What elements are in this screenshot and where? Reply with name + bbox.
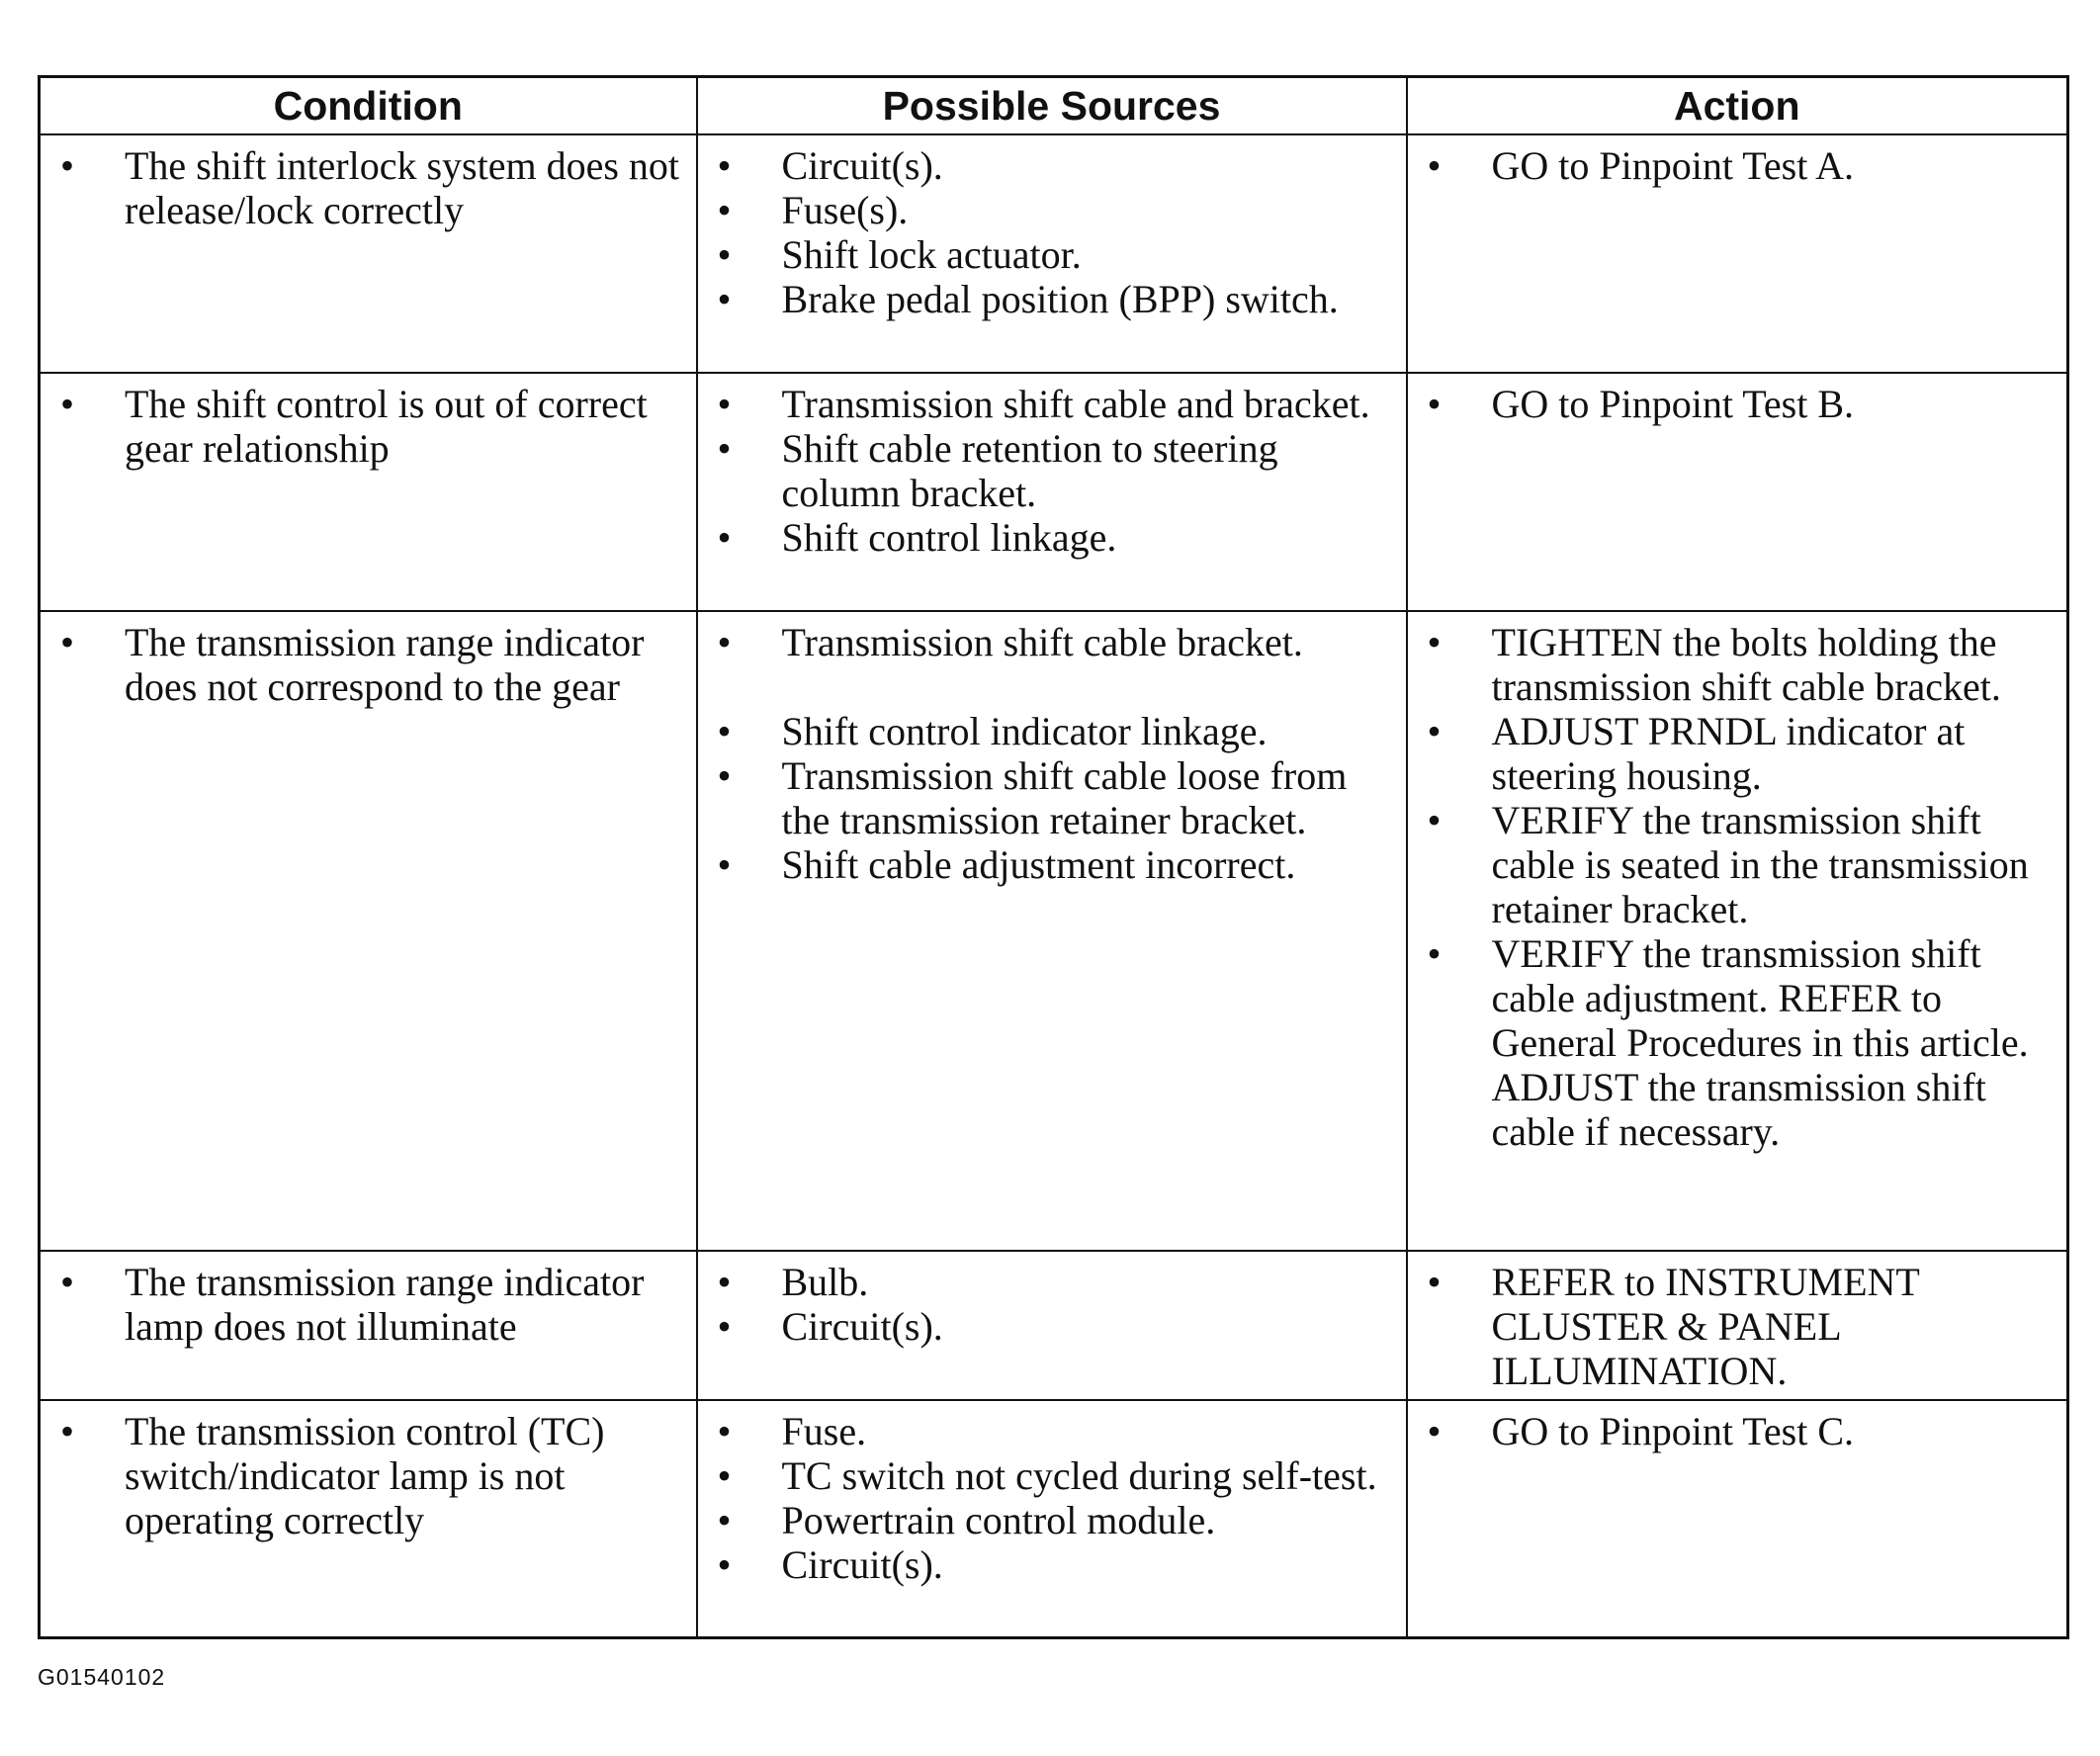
table-row <box>40 1251 2068 1400</box>
source-item: • Shift control linkage. <box>708 515 1398 560</box>
figure-id: G01540102 <box>38 1664 166 1690</box>
source-item: • Circuit(s). <box>708 1542 1398 1587</box>
source-item: • Shift cable adjustment incorrect. <box>708 842 1398 887</box>
action-cell <box>1407 373 2068 611</box>
condition-cell <box>40 1400 697 1637</box>
source-item: • Transmission shift cable loose from the transmission retainer bracket. <box>708 753 1398 842</box>
sources-cell <box>697 1400 1407 1637</box>
condition-cell <box>40 611 697 1251</box>
table-header-row <box>40 77 2068 135</box>
condition-cell <box>40 134 697 373</box>
action-cell <box>1407 1251 2068 1400</box>
condition-text: • The shift interlock system does not release/lock correctly <box>50 143 688 232</box>
source-item: • Transmission shift cable bracket. <box>708 620 1398 664</box>
source-item: • TC switch not cycled during self-test. <box>708 1453 1398 1498</box>
source-item: • Circuit(s). <box>708 1304 1398 1349</box>
table-row <box>40 134 2068 373</box>
condition-cell <box>40 373 697 611</box>
action-item: • TIGHTEN the bolts holding the transmission shift cable bracket. <box>1418 620 2059 709</box>
sources-cell <box>697 134 1407 373</box>
sources-cell <box>697 1251 1407 1400</box>
source-item: • Brake pedal position (BPP) switch. <box>708 277 1398 321</box>
condition-text: • The transmission control (TC) switch/indicator lamp is not operating correctly <box>50 1409 688 1542</box>
action-item: • GO to Pinpoint Test A. <box>1418 143 2059 188</box>
header-condition: Condition <box>40 77 697 135</box>
action-cell <box>1407 134 2068 373</box>
header-action: Action <box>1407 77 2068 135</box>
action-cell <box>1407 1400 2068 1637</box>
condition-text: • The transmission range indicator does not correspond to the gear <box>50 620 688 709</box>
action-item: • GO to Pinpoint Test C. <box>1418 1409 2059 1453</box>
condition-text: • The shift control is out of correct gear relationship <box>50 382 688 471</box>
sources-cell <box>697 373 1407 611</box>
table-row <box>40 373 2068 611</box>
source-item: • Shift cable retention to steering column bracket. <box>708 426 1398 515</box>
sources-cell <box>697 611 1407 1251</box>
table-row <box>40 611 2068 1251</box>
source-item: • Transmission shift cable and bracket. <box>708 382 1398 426</box>
condition-text: • The transmission range indicator lamp does not illuminate <box>50 1260 688 1349</box>
source-item: • Shift control indicator linkage. <box>708 709 1398 753</box>
action-item: • GO to Pinpoint Test B. <box>1418 382 2059 426</box>
source-item: • Fuse. <box>708 1409 1398 1453</box>
action-cell <box>1407 611 2068 1251</box>
header-possible-sources: Possible Sources <box>697 77 1407 135</box>
condition-cell <box>40 1251 697 1400</box>
source-item: • Shift lock actuator. <box>708 232 1398 277</box>
table-row <box>40 1400 2068 1637</box>
action-item: • REFER to INSTRUMENT CLUSTER & PANEL ILLUMINATION. <box>1418 1260 2059 1393</box>
source-item: • Bulb. <box>708 1260 1398 1304</box>
source-item: • Fuse(s). <box>708 188 1398 232</box>
diagnosis-table <box>38 75 2069 1639</box>
source-item: • Powertrain control module. <box>708 1498 1398 1542</box>
action-item: • ADJUST PRNDL indicator at steering housing. <box>1418 709 2059 798</box>
action-item: • VERIFY the transmission shift cable is seated in the transmission retainer bracket. <box>1418 798 2059 931</box>
action-item: • VERIFY the transmission shift cable adjustment. REFER to General Procedures in this article. ADJUST the transmission shift cable if necessary. <box>1418 931 2059 1154</box>
source-item: • Circuit(s). <box>708 143 1398 188</box>
